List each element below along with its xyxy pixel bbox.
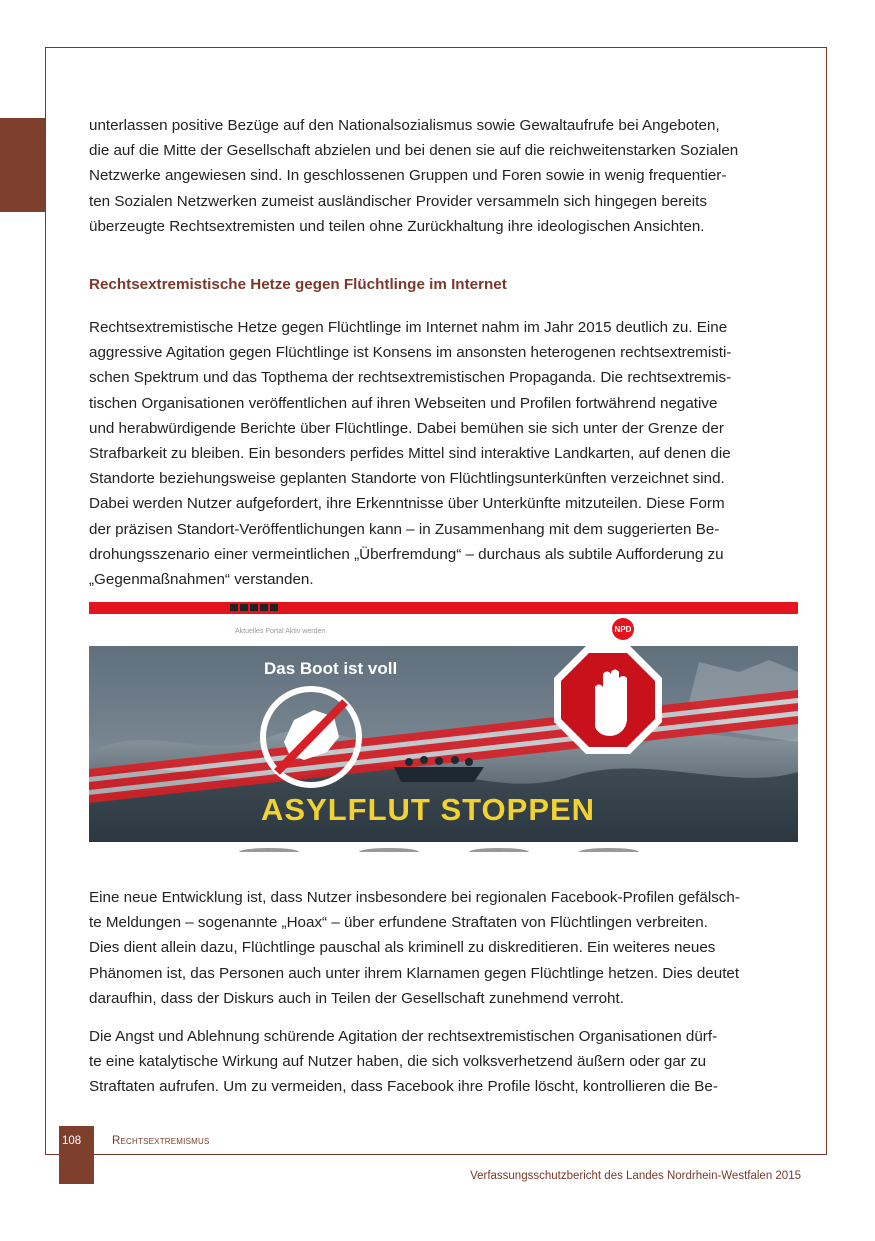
social-icons <box>230 604 278 611</box>
text-line: drohungsszenario einer vermeintlichen „Überfremdung“ – durchaus als subtile Aufforderung zu <box>89 545 724 563</box>
banner-slogan: ASYLFLUT STOPPEN <box>261 792 596 827</box>
text-line: Strafbarkeit zu bleiben. Ein besonders perfides Mittel sind interaktive Landkarten, auf denen die <box>89 445 731 463</box>
boat-icon <box>394 756 484 782</box>
section-heading: Rechtsextremistische Hetze gegen Flüchtlinge im Internet <box>89 276 507 293</box>
text-line: Dabei werden Nutzer aufgefordert, ihre Erkenntnisse über Unterkünfte mitzuteilen. Diese Form <box>89 495 725 513</box>
paragraph-4 <box>89 1024 803 1100</box>
text-line: der präzisen Standort-Veröffentlichungen kann – in Zusammenhang mit dem suggerierten Be- <box>89 520 720 538</box>
text-line: tischen Organisationen veröffentlichen auf ihren Webseiten und Profilen fortwährend negative <box>89 394 718 412</box>
nav-bar <box>89 614 798 646</box>
bottom-strip <box>89 842 798 852</box>
paragraph-1 <box>89 113 803 239</box>
text-line: Straftaten aufrufen. Um zu vermeiden, dass Facebook ihre Profile löscht, kontrollieren die Be- <box>89 1078 718 1096</box>
text-line: aggressive Agitation gegen Flüchtlinge ist Konsens im ansonsten heterogenen rechtsextremisti- <box>89 344 732 362</box>
text-line: und herabwürdigende Berichte über Flüchtlinge. Dabei bemühen sie sich unter der Grenze der <box>89 419 724 437</box>
text-line: Dies dient allein dazu, Flüchtlinge pauschal als kriminell zu diskreditieren. Ein weiteres neues <box>89 939 716 957</box>
publication-title: Verfassungsschutzbericht des Landes Nordrhein-Westfalen 2015 <box>470 1170 801 1182</box>
text-line: Standorte beziehungsweise geplanten Standorte von Flüchtlingsunterkünften verzeichnet sind. <box>89 470 725 488</box>
text-line: daraufhin, dass der Diskurs auch in Teilen der Gesellschaft zunehmend verroht. <box>89 989 624 1007</box>
text-line: Die Angst und Ablehnung schürende Agitation der rechtsextremistischen Organisationen dürf- <box>89 1028 718 1045</box>
text-line: schen Spektrum und das Topthema der rechtsextremistischen Propaganda. Die rechtsextremis- <box>89 369 732 387</box>
text-line: Rechtsextremistische Hetze gegen Flüchtlinge im Internet nahm im Jahr 2015 deutlich zu. Eine <box>89 319 728 336</box>
side-tab <box>0 118 45 212</box>
text-line: überzeugte Rechtsextremisten und teilen ohne Zurückhaltung ihre ideologischen Ansichten. <box>89 217 705 235</box>
npd-logo-text: NPD <box>614 625 632 634</box>
text-line: Netzwerke angewiesen sind. In geschlossenen Gruppen und Foren sowie in wenig frequentier- <box>89 167 727 185</box>
text-line: Phänomen ist, das Personen auch unter ihrem Klarnamen gegen Flüchtlinge hetzen. Dies deutet <box>89 964 740 982</box>
text-line: ten Sozialen Netzwerken zumeist ausländischer Provider versammeln sich hingegen bereits <box>89 192 707 210</box>
top-red-bar <box>89 602 798 614</box>
banner-title: Das Boot ist voll <box>264 659 398 678</box>
text-line: te Meldungen – sogenannte „Hoax“ – über erfundene Straftaten von Flüchtlingen verbreiten. <box>89 914 708 932</box>
text-line: Eine neue Entwicklung ist, dass Nutzer insbesondere bei regionalen Facebook-Profilen gefälsch- <box>89 889 740 906</box>
nav-items: Aktuelles Portal Aktiv werden <box>235 628 326 635</box>
text-line: unterlassen positive Bezüge auf den Nationalsozialismus sowie Gewaltaufrufe bei Angeboten, <box>89 117 720 134</box>
website-screenshot-figure <box>89 602 798 852</box>
page-number: 108 <box>62 1135 82 1147</box>
paragraph-2 <box>89 315 803 592</box>
stop-hand-icon <box>554 646 662 754</box>
text-line: die auf die Mitte der Gesellschaft abzielen und bei denen sie auf die reichweitenstarken Sozialen <box>89 142 739 160</box>
text-line: „Gegenmaßnahmen“ verstanden. <box>89 571 314 589</box>
text-line: te eine katalytische Wirkung auf Nutzer haben, die sich volksverhetzend äußern oder gar zu <box>89 1053 707 1071</box>
paragraph-3 <box>89 885 803 1011</box>
section-label: Rechtsextremismus <box>112 1135 210 1147</box>
